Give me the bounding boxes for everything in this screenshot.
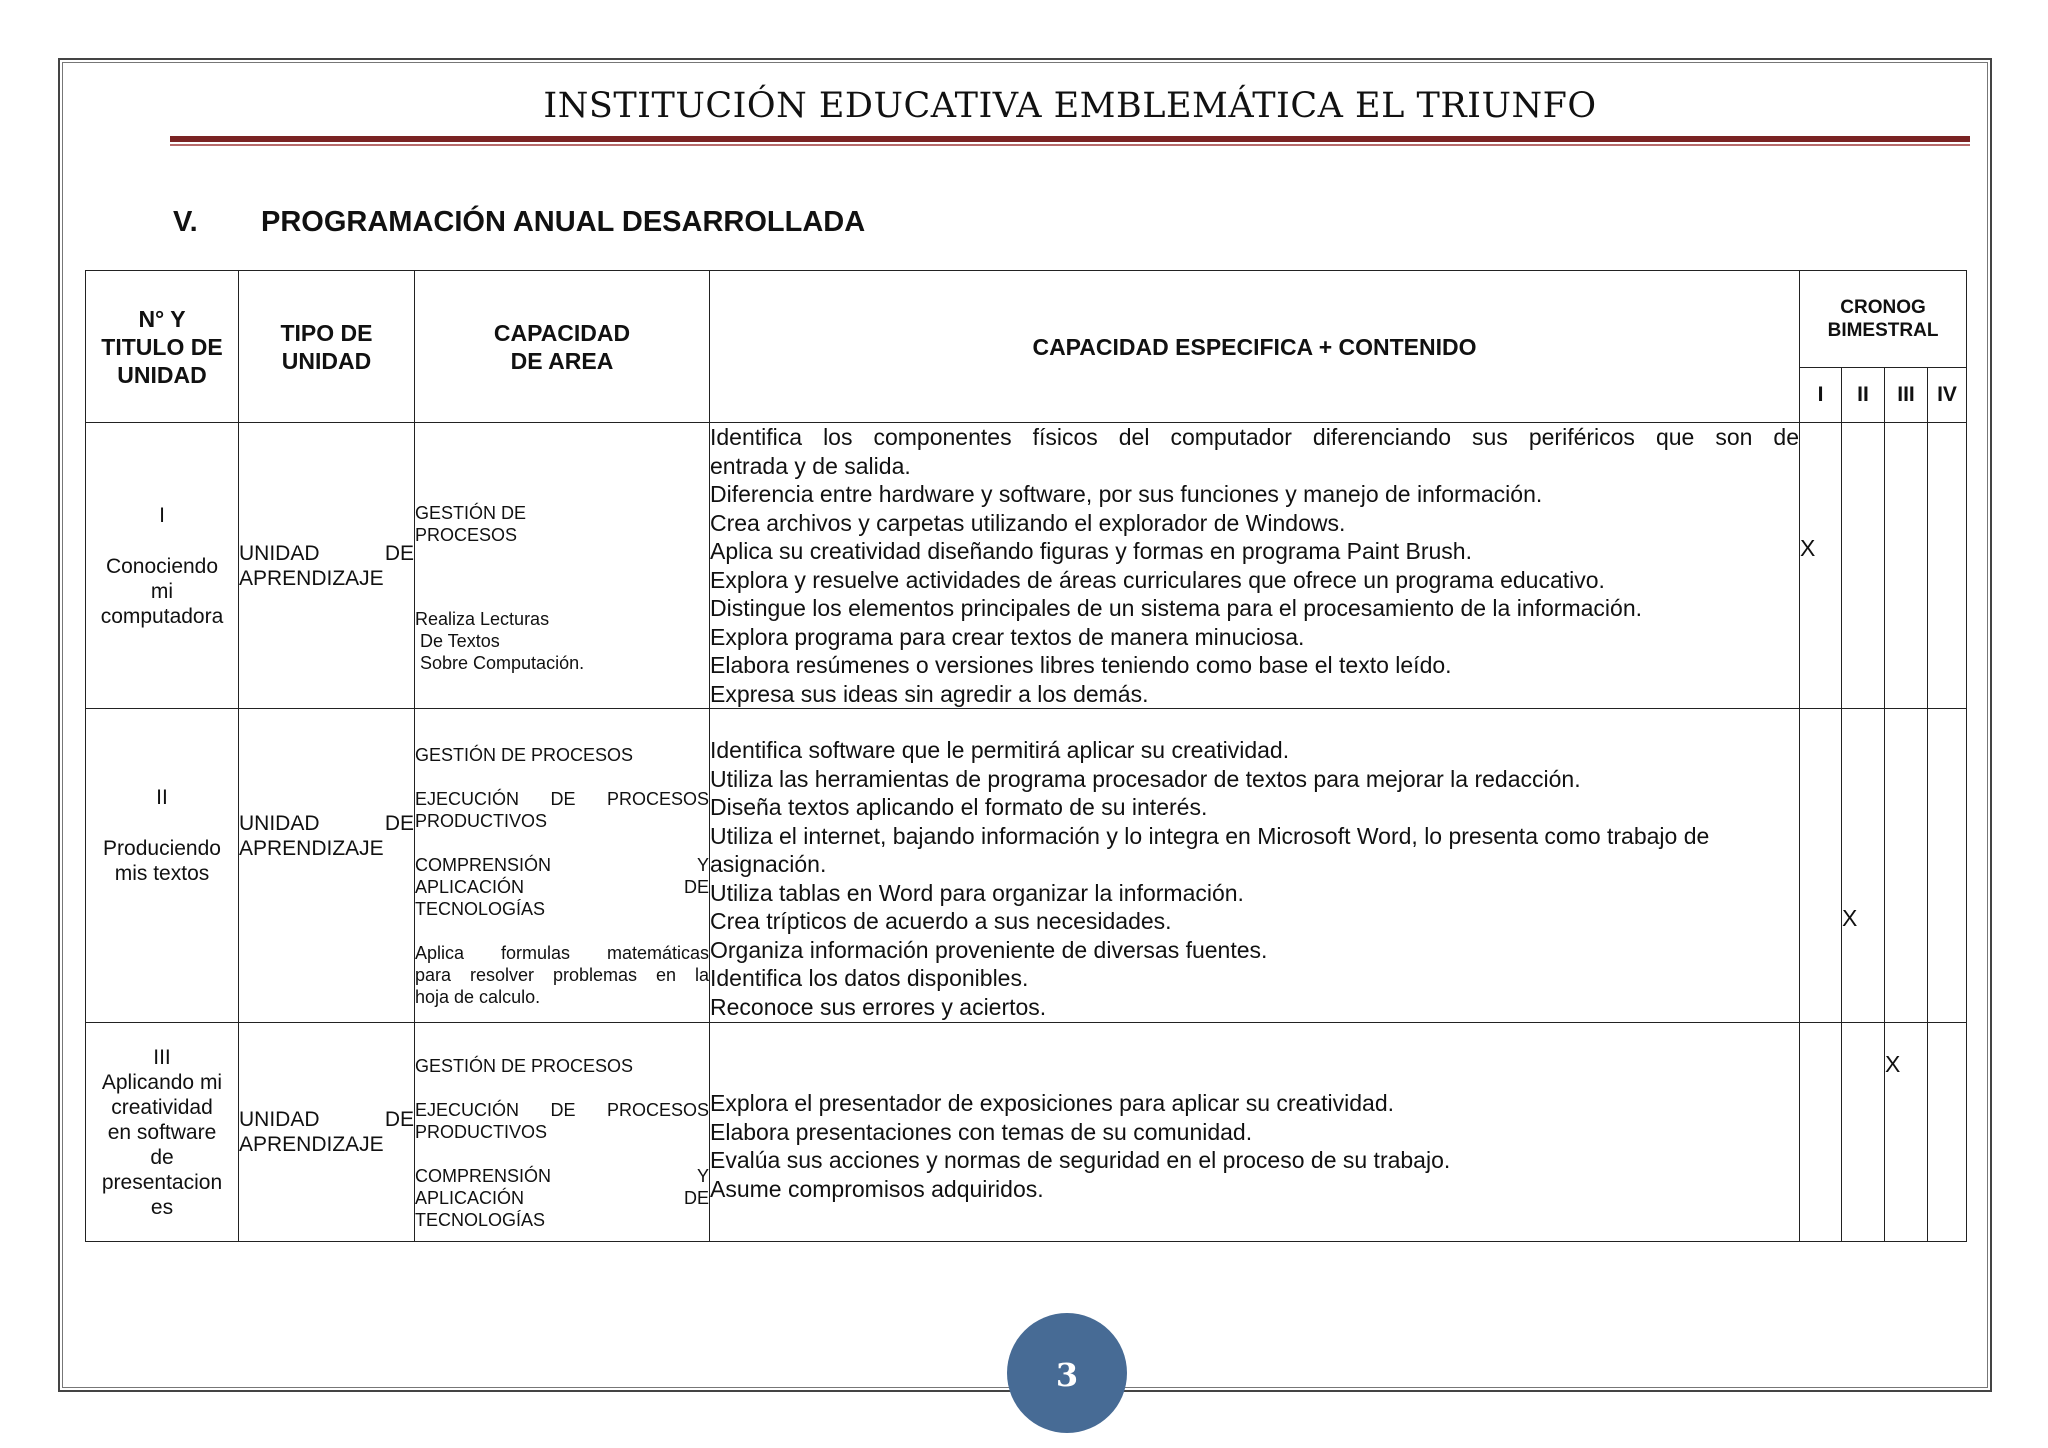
mark-cell-1: [1800, 1023, 1842, 1242]
table-header-row: [86, 271, 1967, 368]
mark-cell-2: X: [1842, 709, 1885, 1023]
section-heading: [173, 206, 865, 239]
content-cell: Explora el presentador de exposiciones para aplicar su creatividad. Elabora presentaciones con temas de su comunidad. Evalúa sus acciones y normas de seguridad en el proceso de su trabajo. Asume compromisos adquiridos.: [710, 1023, 1800, 1242]
mark-cell-3: X: [1885, 1023, 1928, 1242]
header-crono: CRONOG BIMESTRAL: [1800, 271, 1967, 368]
institution-header: INSTITUCIÓN EDUCATIVA EMBLEMÁTICA EL TRIUNFO: [543, 86, 1597, 126]
mark-cell-1: X: [1800, 423, 1842, 709]
header-area: CAPACIDAD DE AREA: [415, 271, 710, 423]
type-cell: UNIDAD DE APRENDIZAJE: [239, 1023, 415, 1242]
area-cell: GESTIÓN DE PROCESOS Realiza Lecturas De Textos Sobre Computación.: [415, 423, 710, 709]
type-cell: UNIDAD DE APRENDIZAJE: [239, 423, 415, 709]
mark-cell-3: [1885, 423, 1928, 709]
mark-cell-4: [1928, 423, 1967, 709]
content-cell: Identifica software que le permitirá aplicar su creatividad. Utiliza las herramientas de programa procesador de textos para mejorar la redacción. Diseña textos aplicando el formato de su interés. Utiliza el internet, bajando información y lo integra en Microsoft Word, lo presenta como trabajo de asignación. Utiliza tablas en Word para organizar la información. Crea trípticos de acuerdo a sus necesidades. Organiza información proveniente de diversas fuentes. Identifica los datos disponibles. Reconoce sus errores y aciertos.: [710, 709, 1800, 1023]
unit-cell: I Conociendo mi computadora: [86, 423, 239, 709]
page-number-badge: 3: [1007, 1313, 1127, 1433]
mark-cell-1: [1800, 709, 1842, 1023]
unit-cell: II Produciendo mis textos: [86, 709, 239, 1023]
area-cell: GESTIÓN DE PROCESOS EJECUCIÓN DE PROCESOS PRODUCTIVOS COMPRENSIÓN Y APLICACIÓN DE TECNOLOGÍAS: [415, 1023, 710, 1242]
header-type: TIPO DE UNIDAD: [239, 271, 415, 423]
area-cell: GESTIÓN DE PROCESOS EJECUCIÓN DE PROCESOS PRODUCTIVOS COMPRENSIÓN Y APLICACIÓN DE TECNOLOGÍAS Aplica formulas matemáticas para resolver problemas en la hoja de calculo.: [415, 709, 710, 1023]
mark-cell-4: [1928, 1023, 1967, 1242]
mark-cell-4: [1928, 709, 1967, 1023]
table-row: [86, 423, 1967, 709]
mark-cell-3: [1885, 709, 1928, 1023]
unit-cell: III Aplicando mi creatividad en software de presentacion es: [86, 1023, 239, 1242]
header-content: CAPACIDAD ESPECIFICA + CONTENIDO: [710, 271, 1800, 423]
mark-cell-2: [1842, 423, 1885, 709]
header-quarter-2: II: [1842, 368, 1885, 423]
header-unit: N° Y TITULO DE UNIDAD: [86, 271, 239, 423]
header-quarter-1: I: [1800, 368, 1842, 423]
annual-program-table: [85, 270, 1967, 1242]
section-number: V.: [173, 206, 198, 238]
section-title: PROGRAMACIÓN ANUAL DESARROLLADA: [261, 206, 866, 238]
header-quarter-4: IV: [1928, 368, 1967, 423]
table-row: [86, 1023, 1967, 1242]
content-cell: Identifica los componentes físicos del computador diferenciando sus periféricos que son de entrada y de salida. Diferencia entre hardware y software, por sus funciones y manejo de información. Crea archivos y carpetas utilizando el explorador de Windows. Aplica su creatividad diseñando figuras y formas en programa Paint Brush. Explora y resuelve actividades de áreas curriculares que ofrece un programa educativo. Distingue los elementos principales de un sistema para el procesamiento de la información. Explora programa para crear textos de manera minuciosa. Elabora resúmenes o versiones libres teniendo como base el texto leído. Expresa sus ideas sin agredir a los demás.: [710, 424, 1799, 707]
type-cell: UNIDAD DE APRENDIZAJE: [239, 709, 415, 1023]
header-rule-thick: [170, 136, 1970, 142]
mark-cell-2: [1842, 1023, 1885, 1242]
header-rule-thin: [170, 144, 1970, 146]
header-quarter-3: III: [1885, 368, 1928, 423]
table-row: [86, 709, 1967, 1023]
